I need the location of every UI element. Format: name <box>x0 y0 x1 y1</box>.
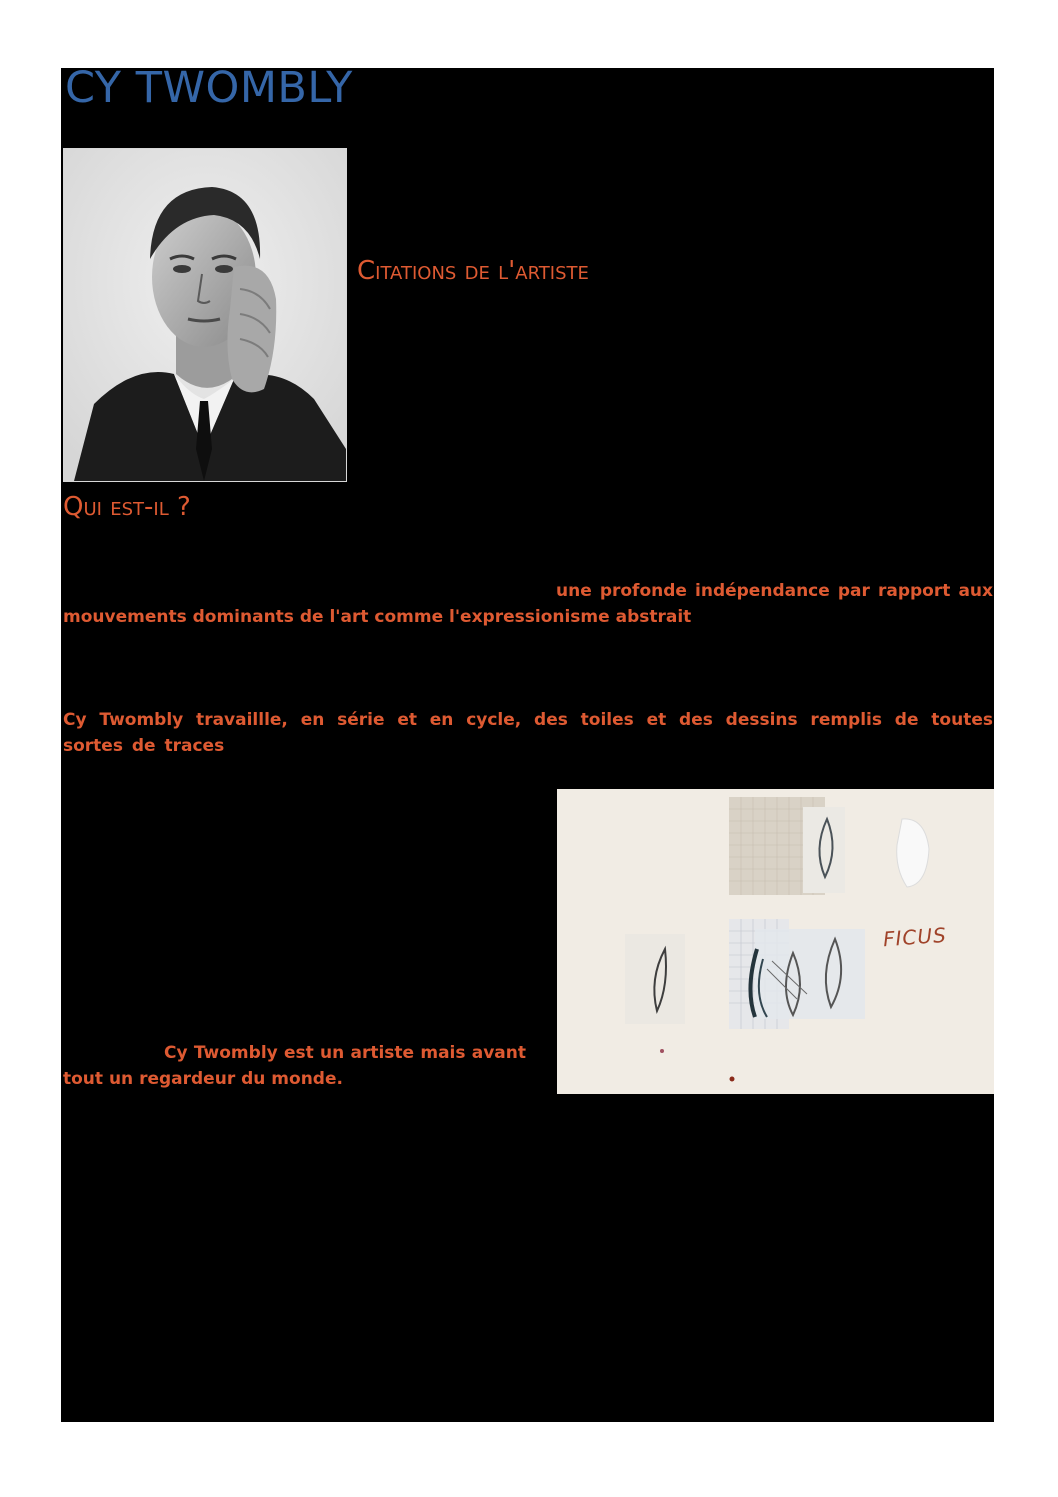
independance-paragraph: une profonde indépendance par rapport aux mouvements dominants de l'art comme l'expressionisme abstrait <box>63 581 993 627</box>
page-title: CY TWOMBLY <box>65 63 353 113</box>
artwork-ficus-label: FICUS <box>882 922 948 952</box>
travaille-paragraph: Cy Twombly travaillle, en série et en cycle, des toiles et des dessins remplis de toutes sortes de traces <box>63 710 993 756</box>
artist-portrait-image <box>63 148 347 482</box>
portrait-photo-icon <box>64 149 346 481</box>
regardeur-paragraph: Cy Twombly est un artiste mais avant tout un regardeur du monde. <box>63 1043 526 1089</box>
citations-heading: Citations de l'artiste <box>357 256 589 286</box>
artwork-image <box>557 789 994 1094</box>
qui-est-il-heading: Qui est-il ? <box>63 492 191 522</box>
